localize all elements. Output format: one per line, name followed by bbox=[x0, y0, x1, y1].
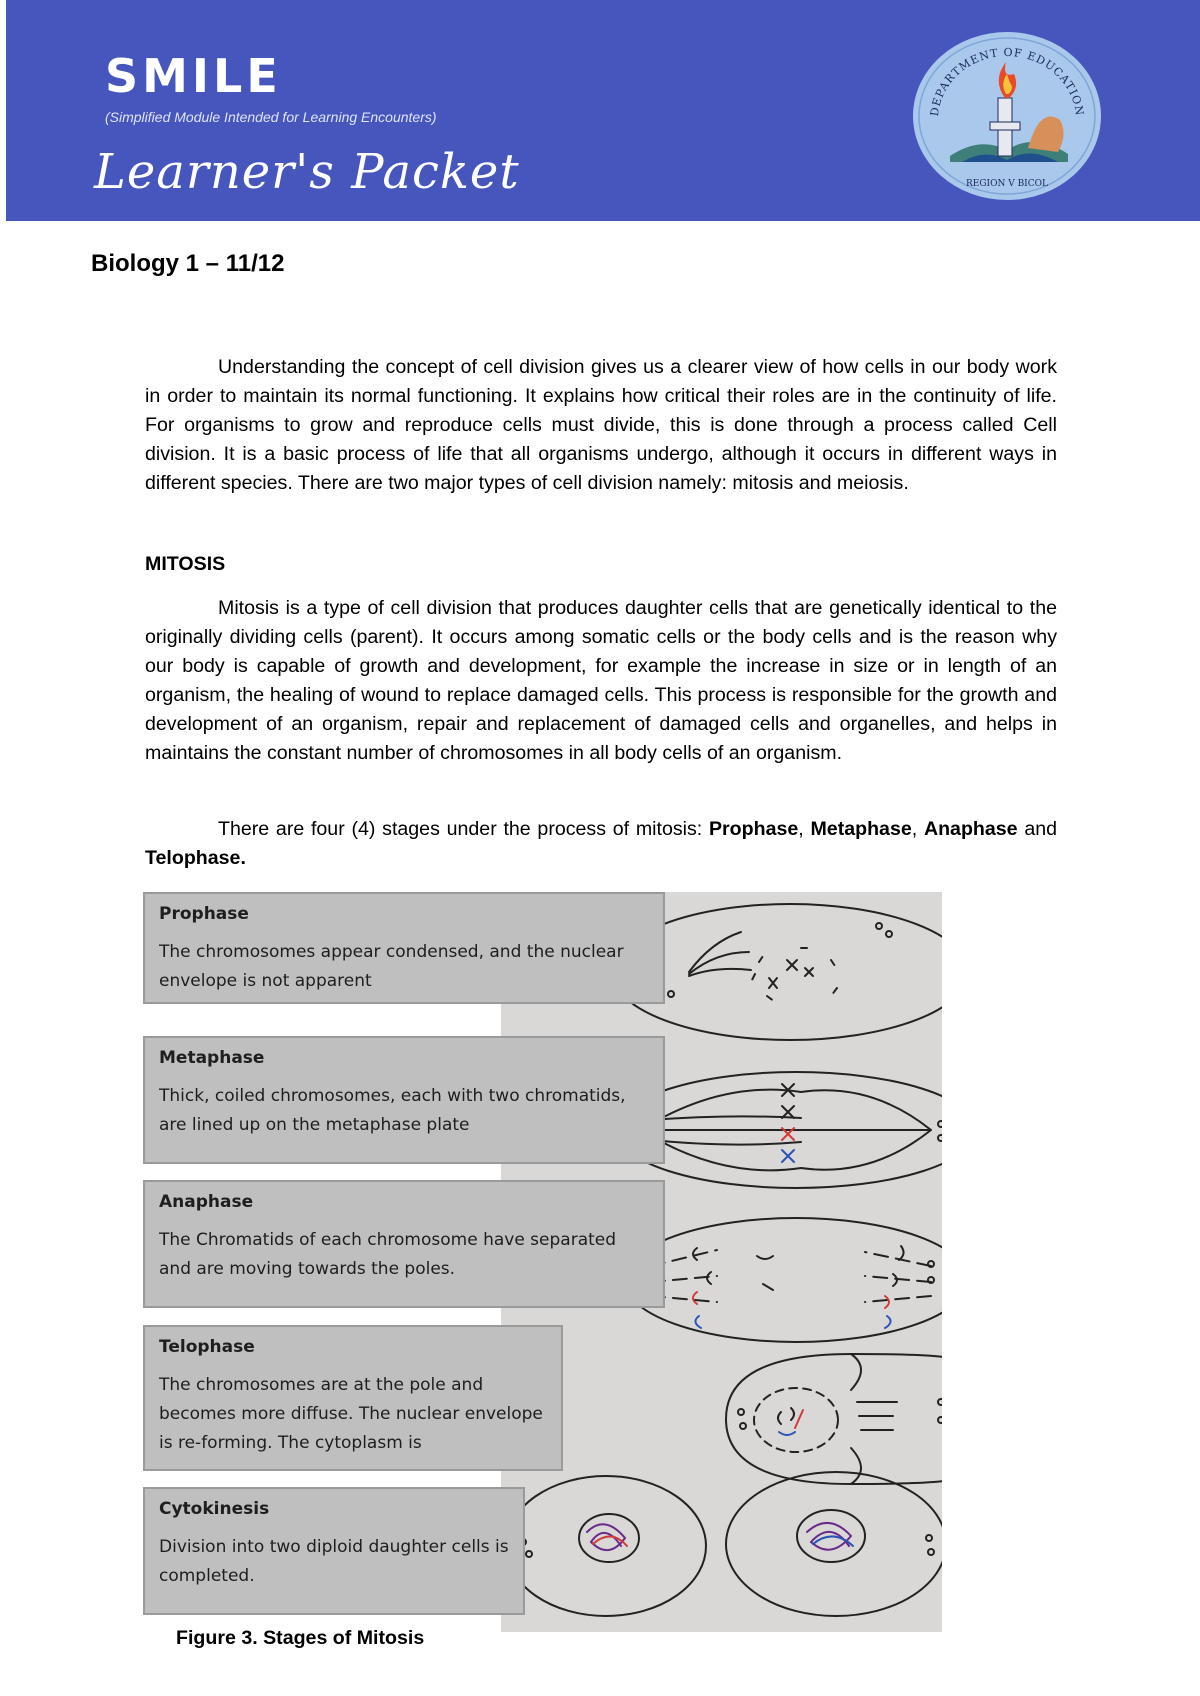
header-banner bbox=[6, 0, 1200, 221]
seal-top-text: DEPARTMENT OF EDUCATION bbox=[927, 45, 1087, 118]
stage-title: Cytokinesis bbox=[159, 1499, 270, 1519]
stages-intro-separator: , bbox=[798, 818, 811, 840]
daughter-cell-right bbox=[726, 1472, 942, 1616]
stage-box-anaphase bbox=[143, 1180, 665, 1308]
stages-intro-separator: , bbox=[911, 818, 924, 840]
stages-intro-lead: There are four (4) stages under the process of mitosis: bbox=[218, 818, 709, 840]
stage-description: Thick, coiled chromosomes, each with two chromatids, are lined up on the metaphase plate bbox=[159, 1086, 626, 1135]
section-heading: MITOSIS bbox=[145, 553, 226, 575]
stage-term-telophase: Telophase. bbox=[145, 847, 246, 869]
stage-box-cytokinesis bbox=[143, 1487, 525, 1615]
stage-description: The chromosomes are at the pole and becomes more diffuse. The nuclear envelope is re-forming. The cytoplasm is bbox=[159, 1375, 543, 1453]
telophase-cell bbox=[726, 1354, 942, 1484]
brand-subtitle: (Simplified Module Intended for Learning Encounters) bbox=[105, 109, 437, 125]
stage-description: Division into two diploid daughter cells is completed. bbox=[159, 1537, 509, 1586]
stage-term-metaphase: Metaphase bbox=[810, 818, 912, 840]
packet-title: Learner's Packet bbox=[94, 144, 520, 200]
stage-title: Metaphase bbox=[159, 1048, 265, 1068]
stage-box-telophase bbox=[143, 1325, 563, 1471]
stages-intro-paragraph bbox=[145, 815, 1057, 873]
stage-title: Telophase bbox=[159, 1337, 255, 1357]
stage-box-metaphase bbox=[143, 1036, 665, 1164]
brand-title: SMILE bbox=[105, 49, 282, 103]
stage-title: Anaphase bbox=[159, 1192, 254, 1212]
stage-title: Prophase bbox=[159, 904, 249, 924]
stages-intro-and: and bbox=[1017, 818, 1058, 840]
figure-caption: Figure 3. Stages of Mitosis bbox=[176, 1627, 425, 1649]
daughter-cell-left bbox=[506, 1476, 706, 1616]
deped-seal-logo bbox=[910, 28, 1104, 202]
intro-paragraph: Understanding the concept of cell division gives us a clearer view of how cells in our body work in order to maintain its normal functioning. It explains how critical their roles are in the continuity of life. For organisms to grow and reproduce cells must divide, this is done through a process called Cell division. It is a basic process of life that all organisms undergo, although it occurs in different ways in different species. There are two major types of cell division namely: mitosis and meiosis. bbox=[145, 356, 1057, 494]
stage-term-prophase: Prophase bbox=[708, 818, 799, 840]
mitosis-paragraph: Mitosis is a type of cell division that produces daughter cells that are genetically identical to the originally dividing cells (parent). It occurs among somatic cells or the body cells and is the reason why our body is capable of growth and development, for example the increase in size or in length of an organism, the healing of wound to replace damaged cells. This process is responsible for the growth and development of an organism, repair and replacement of damaged cells and organelles, and helps in maintains the constant number of chromosomes in all body cells of an organism. bbox=[145, 597, 1057, 764]
stage-term-anaphase: Anaphase bbox=[923, 818, 1018, 840]
seal-bottom-text: REGION V BICOL bbox=[966, 179, 1048, 189]
stage-description: The chromosomes appear condensed, and the nuclear envelope is not apparent bbox=[159, 942, 624, 991]
anaphase-cell bbox=[624, 1218, 942, 1342]
subject-title: Biology 1 – 11/12 bbox=[91, 250, 285, 277]
stage-description: The Chromatids of each chromosome have separated and are moving towards the poles. bbox=[159, 1230, 617, 1279]
stage-box-prophase bbox=[143, 892, 665, 1004]
